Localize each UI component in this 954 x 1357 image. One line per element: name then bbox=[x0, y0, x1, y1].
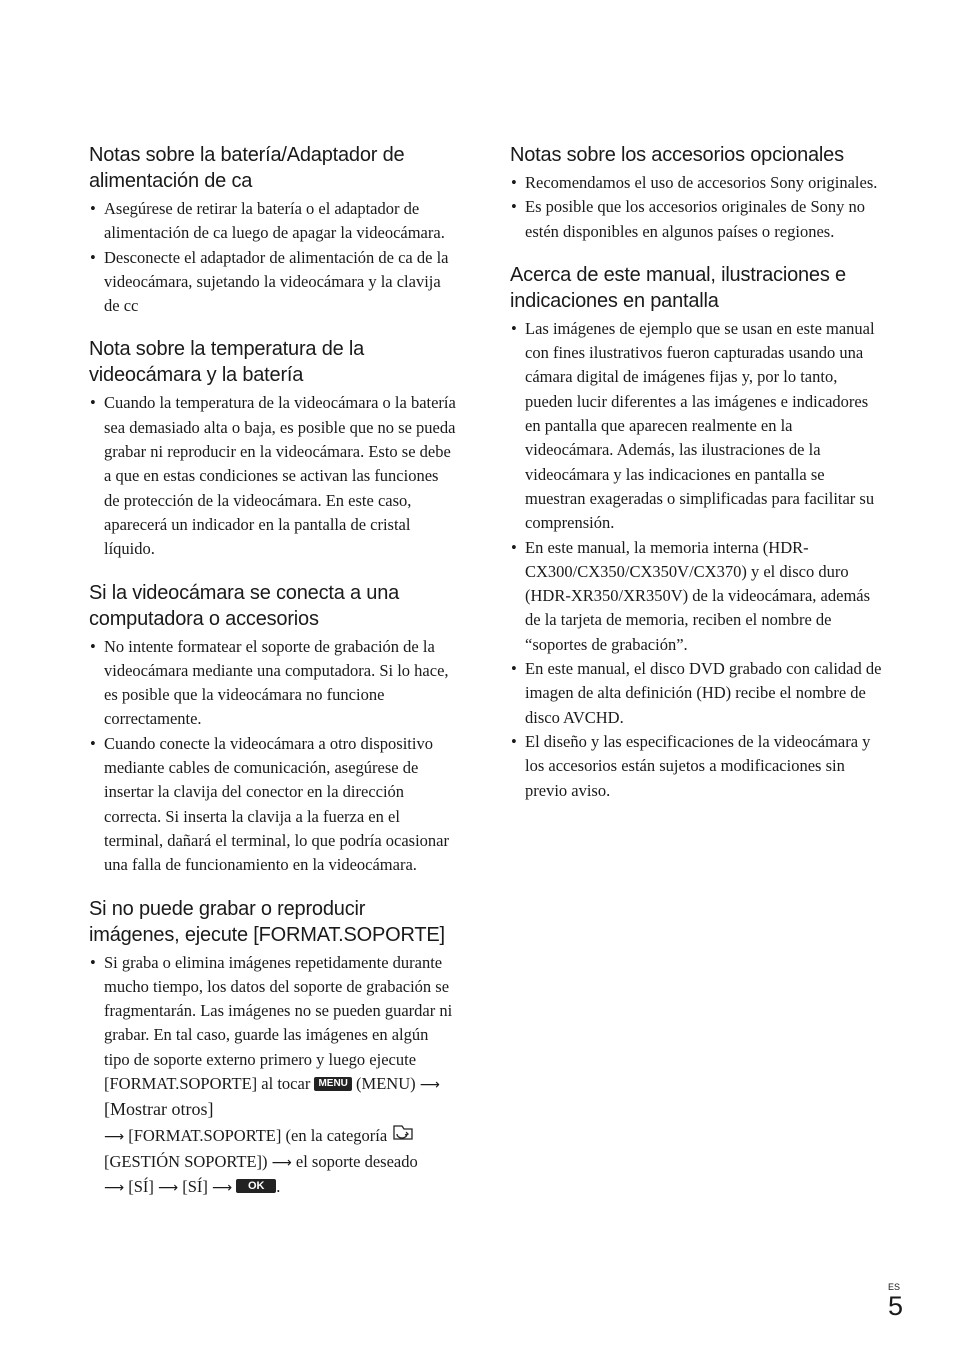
format-soporte-text: [FORMAT.SOPORTE] (en la categoría bbox=[128, 1125, 388, 1145]
list-item: • Recomendamos el uso de accesorios Sony originales. bbox=[510, 171, 884, 195]
computer-connection-section bbox=[89, 580, 457, 878]
yes-text: [SÍ] bbox=[182, 1177, 208, 1197]
list-item bbox=[89, 951, 457, 1201]
section-heading: Acerca de este manual, ilustraciones e indicaciones en pantalla bbox=[510, 263, 846, 312]
list-item: • Cuando la temperatura de la videocámara o la batería sea demasiado alta o baja, es posible que no se pueda grabar ni reproducir en la videocámara. Esto se debe a que en estas condiciones se activan las funciones de protección de la videocámara. En este caso, aparecerá un indicador en la pantalla de cristal líquido. bbox=[89, 391, 457, 561]
list-item: • En este manual, la memoria interna (HDR-CX300/CX350/CX350V/CX370) y el disco duro (HDR-XR350/XR350V) de la videocámara, además de la tarjeta de memoria, reciben el nombre de “soportes de grabación”. bbox=[510, 536, 884, 657]
section-heading: Si la videocámara se conecta a una computadora o accesorios bbox=[89, 581, 400, 630]
bullet-list bbox=[89, 197, 457, 318]
arrow-right-icon: ⟶ bbox=[419, 1077, 440, 1094]
list-item: • Es posible que los accesorios originales de Sony no estén disponibles en algunos países o regiones. bbox=[510, 195, 884, 244]
section-heading: Notas sobre los accesorios opcionales bbox=[510, 144, 844, 166]
yes-text: [SÍ] bbox=[128, 1177, 154, 1197]
ok-button-icon: OK bbox=[236, 1179, 276, 1193]
list-item: • Las imágenes de ejemplo que se usan en este manual con fines ilustrativos fueron capturadas usando una cámara digital de imágenes fijas y, por lo tanto, pueden lucir diferentes a las imágenes e indicadores en pantalla que aparecen realmente en la videocámara. Además, las ilustraciones de la videocámara y las indicaciones en pantalla se muestran exageradas o simplificadas para facilitar su comprensión. bbox=[510, 317, 884, 536]
page-number: 5 bbox=[888, 1291, 904, 1321]
list-item: • En este manual, el disco DVD grabado con calidad de imagen de alta definición (HD) recibe el nombre de disco AVCHD. bbox=[510, 657, 884, 730]
list-item: • Cuando conecte la videocámara a otro dispositivo mediante cables de comunicación, asegúrese de insertar la clavija del conector en la dirección correcta. Si inserta la clavija a la fuerza en el terminal, dañará el terminal, lo que podría ocasionar una falla de funcionamiento en la videocámara. bbox=[89, 732, 457, 878]
bullet-list bbox=[89, 635, 457, 878]
bullet-list bbox=[89, 391, 457, 561]
battery-notes-section bbox=[89, 142, 457, 318]
left-column bbox=[89, 142, 457, 1219]
section-heading: Notas sobre la batería/Adaptador de alimentación de ca bbox=[89, 144, 405, 192]
menu-text: (MENU) bbox=[356, 1074, 416, 1094]
bullet-list bbox=[510, 171, 884, 244]
show-others-text: [Mostrar otros] bbox=[104, 1099, 214, 1120]
section-heading: Nota sobre la temperatura de la videocámara y la batería bbox=[89, 338, 365, 387]
page-number-block bbox=[888, 1282, 903, 1320]
bullet-list bbox=[510, 317, 884, 803]
desired-media-text: el soporte deseado bbox=[295, 1151, 418, 1171]
arrow-right-icon: ⟶ bbox=[271, 1154, 292, 1171]
bullet-list bbox=[89, 951, 457, 1201]
manual-illustrations-section bbox=[510, 262, 884, 803]
format-intro-text: Si graba o elimina imágenes repetidamente durante mucho tiempo, los datos del soporte de grabación se fragmentarán. Las imágenes no se pueden guardar ni grabar. En tal caso, guarde las imágenes en algún tipo de soporte externo primero y luego ejecute [FORMAT.SOPORTE] al tocar bbox=[104, 952, 453, 1094]
end-punctuation: . bbox=[276, 1177, 281, 1197]
list-item: • No intente formatear el soporte de grabación de la videocámara mediante una computadora. Si lo hace, es posible que la videocámara no funcione correctamente. bbox=[89, 635, 457, 732]
media-management-text: [GESTIÓN SOPORTE]) bbox=[104, 1151, 268, 1171]
format-media-section bbox=[89, 896, 457, 1201]
list-item: • Desconecte el adaptador de alimentación de ca de la videocámara, sujetando la videocámara y la clavija de cc bbox=[89, 246, 457, 319]
right-column bbox=[510, 142, 884, 821]
section-heading: Si no puede grabar o reproducir imágenes, ejecute [FORMAT.SOPORTE] bbox=[89, 897, 445, 946]
arrow-right-icon: ⟶ bbox=[104, 1180, 125, 1197]
language-code: ES bbox=[888, 1282, 901, 1292]
arrow-right-icon: ⟶ bbox=[158, 1180, 179, 1197]
media-management-icon bbox=[391, 1123, 415, 1150]
arrow-right-icon: ⟶ bbox=[212, 1180, 233, 1197]
accessories-notes-section bbox=[510, 142, 884, 244]
arrow-right-icon: ⟶ bbox=[104, 1128, 125, 1145]
menu-button-icon: MENU bbox=[314, 1077, 351, 1091]
temperature-notes-section bbox=[89, 336, 457, 561]
list-item: • El diseño y las especificaciones de la videocámara y los accesorios están sujetos a modificaciones sin previo aviso. bbox=[510, 730, 884, 803]
list-item: • Asegúrese de retirar la batería o el adaptador de alimentación de ca luego de apagar la videocámara. bbox=[89, 197, 457, 246]
